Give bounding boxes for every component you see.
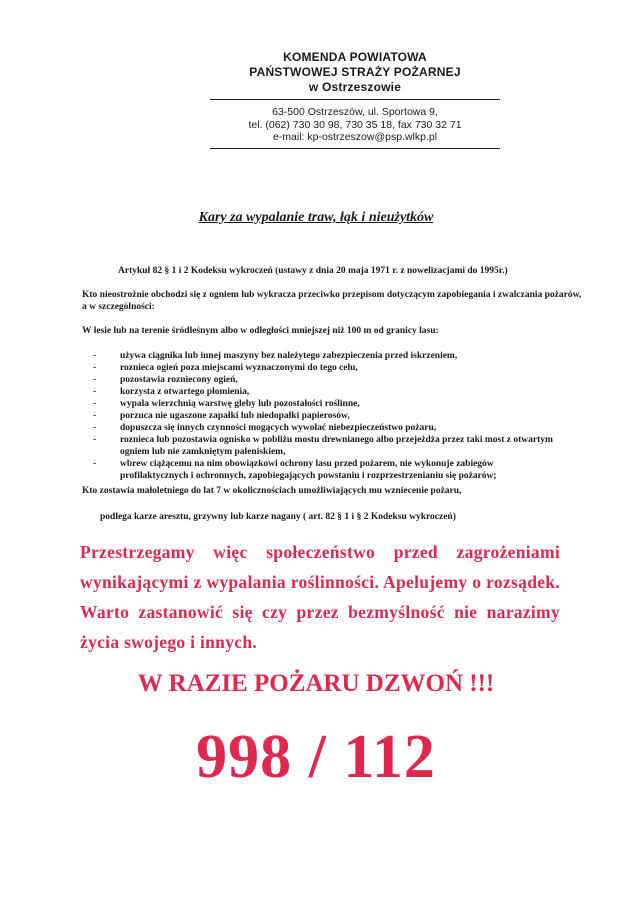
list-item: - używa ciągnika lub innej maszyny bez należytego zabezpieczenia przed iskrzeniem, (93, 350, 553, 362)
phone: tel. (062) 730 30 98, 730 35 18, fax 730 32 71 (248, 118, 462, 131)
org-name-line3: w Ostrzeszowie (308, 80, 402, 94)
org-name-line1: KOMENDA POWIATOWA (283, 50, 427, 64)
emergency-numbers: 998 / 112 (196, 723, 436, 791)
paragraph-intro: Kto nieostrożnie obchodzi się z ogniem lub wykracza przeciwko przepisom dotyczącym zapobiegania i zwalczania pożarów, a w szczególności: (82, 290, 582, 312)
list-item: - korzysta z otwartego płomienia, (93, 386, 553, 398)
list-item: - roznieca lub pozostawia ognisko w pobliżu mostu drewnianego albo przejeżdża przez taki most z otwartym ogniem lub nie zamkniętym paleniskiem, (93, 434, 553, 458)
appeal-text: Przestrzegamy więc społeczeństwo przed zagrożeniami wynikającymi z wypalania roślinności. Apelujemy o rozsądek. Warto zastanowić się czy przez bezmyślność nie narazimy życia swojego i innych. (80, 542, 560, 652)
emergency-heading: W RAZIE POŻARU DZWOŃ !!! (137, 670, 495, 697)
page-title: Kary za wypalanie traw, łąk i nieużytków (198, 210, 434, 225)
list-item: - pozostawia rozniecony ogień, (93, 374, 553, 386)
list-item: - dopuszcza się innych czynności mogących wywołać niebezpieczeństwo pożaru, (93, 422, 553, 434)
letterhead (210, 50, 500, 149)
list-item: - wbrew ciążącemu na nim obowiązkowi ochrony lasu przed pożarem, nie wykonuje zabiegów profilaktycznych i ochronnych, zapobiegających powstaniu i rozprzestrzenianiu się pożarów; (93, 458, 553, 482)
paragraph-penalty: podlega karze aresztu, grzywny lub karze nagany ( art. 82 § 1 i § 2 Kodeksu wykroczeń) (100, 512, 456, 522)
list-item: - wypala wierzchnią warstwę gleby lub pozostałości roślinne, (93, 398, 553, 410)
paragraph-forest: W lesie lub na terenie śródleśnym albo w odległości mniejszej niż 100 m od granicy lasu: (82, 326, 439, 336)
address: 63-500 Ostrzeszów, ul. Sportowa 9, (272, 106, 438, 118)
contact-block (210, 106, 500, 144)
header-divider (210, 99, 500, 100)
org-name-line2: PAŃSTWOWEJ STRAŻY POŻARNEJ (249, 65, 461, 79)
contact-divider (210, 148, 500, 149)
list-item: - porzuca nie ugaszone zapałki lub niedopałki papierosów, (93, 410, 553, 422)
list-item: - roznieca ogień poza miejscami wyznaczonymi do tego celu, (93, 362, 553, 374)
paragraph-minors: Kto zostawia małoletniego do lat 7 w okolicznościach umożliwiających mu wzniecenie pożaru, (82, 486, 462, 496)
email: e-mail: kp-ostrzeszow@psp.wlkp.pl (272, 131, 438, 143)
article-reference: Artykuł 82 § 1 i 2 Kodeksu wykroczeń (ustawy z dnia 20 maja 1971 r. z nowelizacjami do 1995r.) (118, 266, 508, 276)
violations-list (93, 350, 553, 482)
